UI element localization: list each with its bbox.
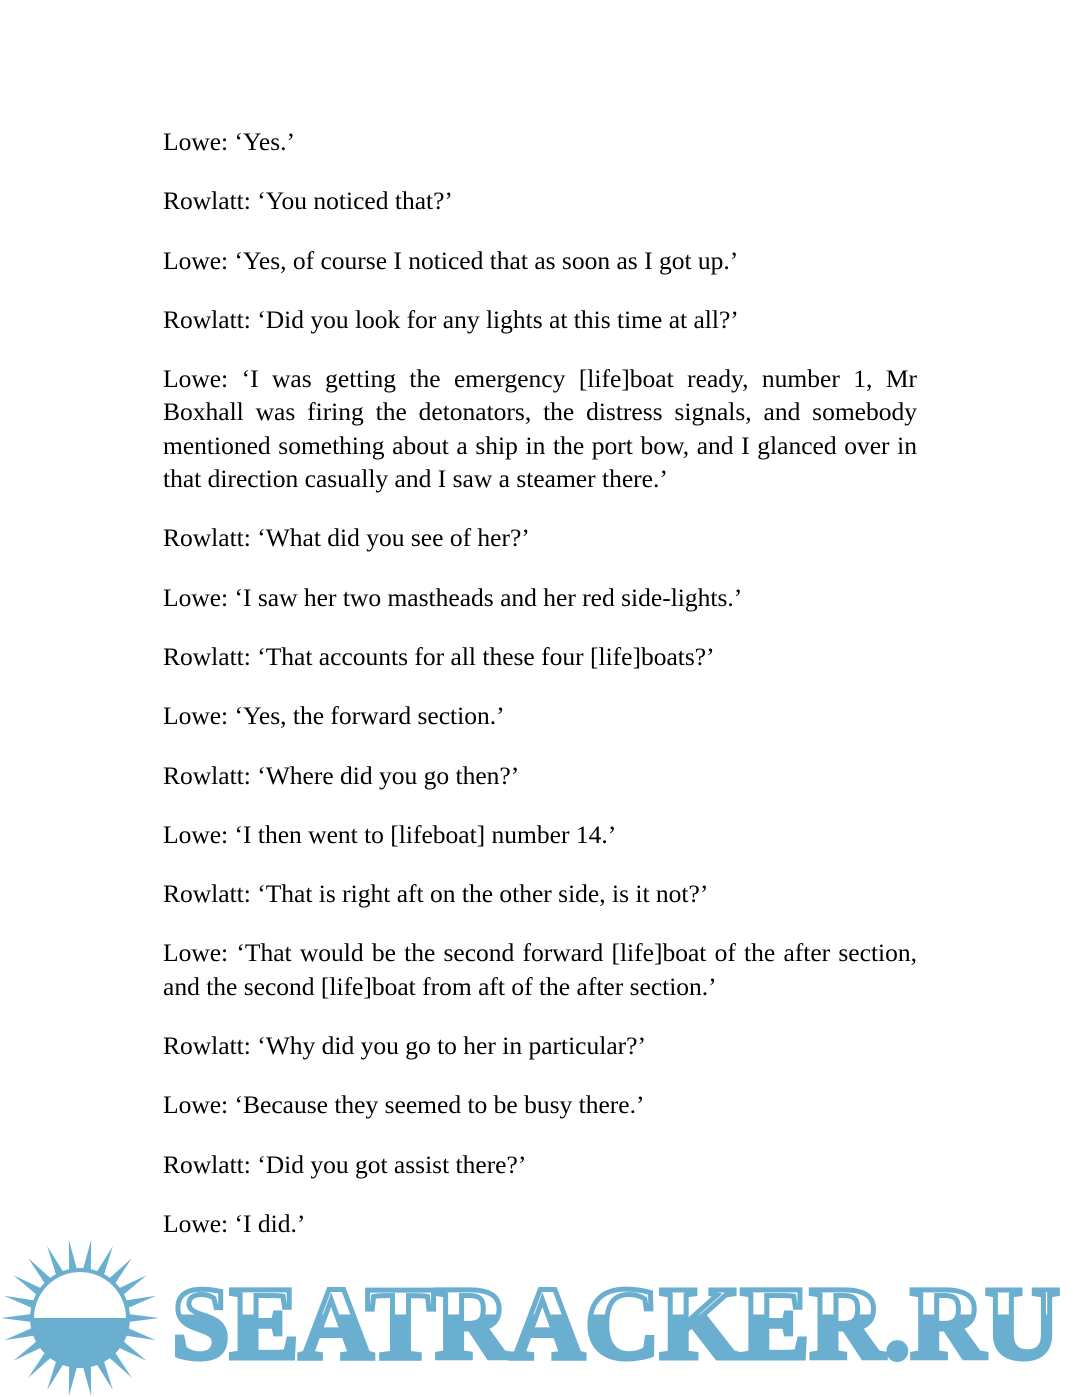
dialogue-line: Rowlatt: ‘What did you see of her?’ <box>163 523 530 553</box>
document-body <box>163 125 917 1266</box>
dialogue-line: Rowlatt: ‘That is right aft on the other side, is it not?’ <box>163 879 709 909</box>
dialogue-line: Rowlatt: ‘Did you look for any lights at this time at all?’ <box>163 304 739 334</box>
watermark-text <box>170 1260 1070 1380</box>
dialogue-line: Lowe: ‘That would be the second forward [life]boat of the after section, and the second [life]boat from aft of the after section.’ <box>163 938 917 1001</box>
dialogue-line: Lowe: ‘I was getting the emergency [life]boat ready, number 1, Mr Boxhall was firing the detonators, the distress signals, and somebody mentioned something about a ship in the port bow, and I glanced over in that direction casually and I saw a steamer there.’ <box>163 364 917 494</box>
dialogue-line: Rowlatt: ‘Why did you go to her in particular?’ <box>163 1031 646 1061</box>
dialogue-line: Lowe: ‘Because they seemed to be busy there.’ <box>163 1090 645 1120</box>
sun-icon <box>0 1238 160 1397</box>
dialogue-line: Lowe: ‘I then went to [lifeboat] number 14.’ <box>163 819 617 849</box>
dialogue-line: Lowe: ‘I saw her two mastheads and her red side-lights.’ <box>163 582 743 612</box>
watermark-text-label: SEATRACKER.RU <box>172 1266 1060 1380</box>
dialogue-line: Lowe: ‘Yes, the forward section.’ <box>163 701 505 731</box>
dialogue-line: Lowe: ‘Yes.’ <box>163 127 295 156</box>
dialogue-line: Lowe: ‘Yes, of course I noticed that as soon as I got up.’ <box>163 245 739 275</box>
dialogue-line: Rowlatt: ‘Where did you go then?’ <box>163 760 520 790</box>
watermark <box>0 1238 1080 1397</box>
dialogue-line: Rowlatt: ‘That accounts for all these four [life]boats?’ <box>163 641 715 671</box>
dialogue-line: Rowlatt: ‘Did you got assist there?’ <box>163 1149 527 1179</box>
dialogue-line: Lowe: ‘I did.’ <box>163 1208 306 1238</box>
dialogue-line: Rowlatt: ‘You noticed that?’ <box>163 186 453 216</box>
